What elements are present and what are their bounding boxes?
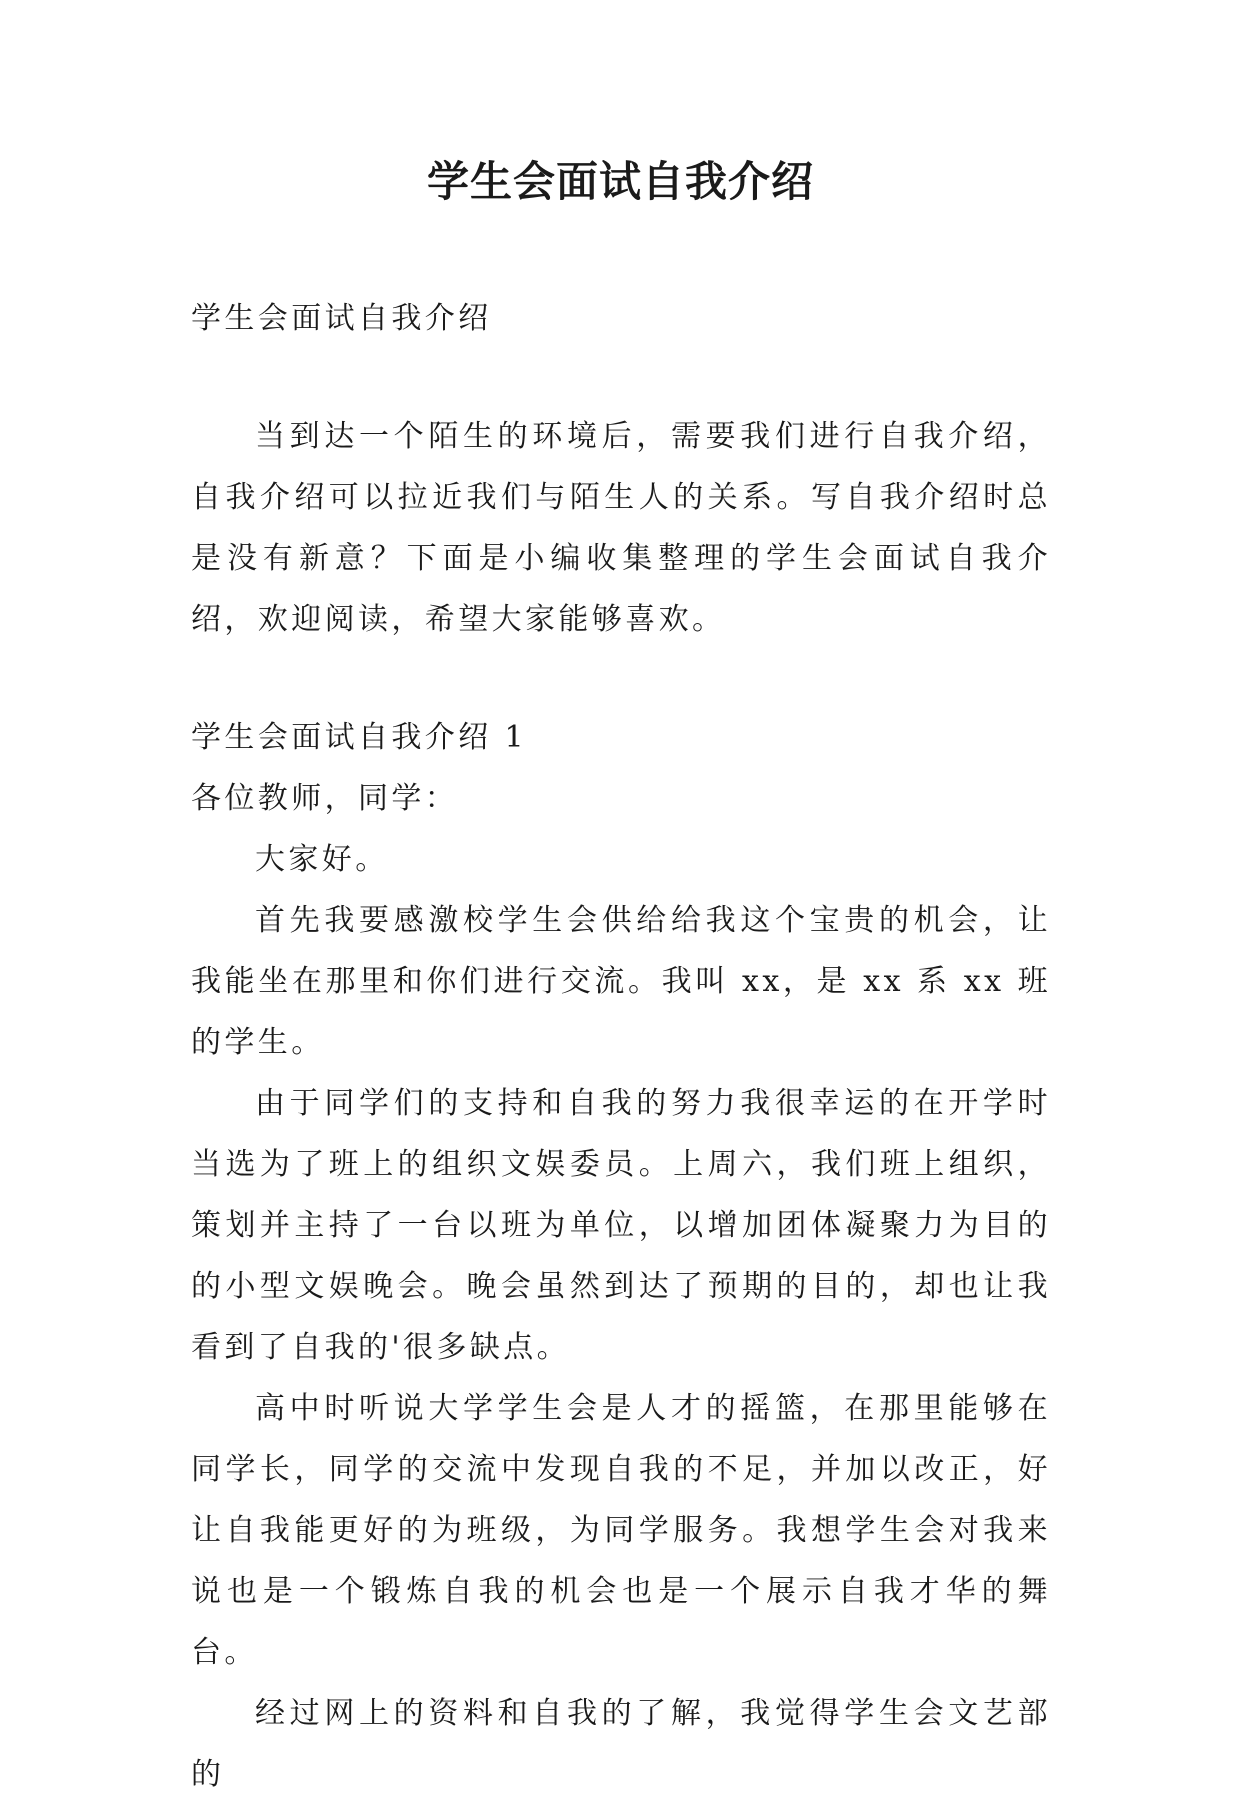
- body-paragraph: 首先我要感激校学生会供给给我这个宝贵的机会，让我能坐在那里和你们进行交流。我叫 xx，是 xx 系 xx 班的学生。: [191, 903, 1051, 1060]
- intro-paragraph: 当到达一个陌生的环境后，需要我们进行自我介绍，自我介绍可以拉近我们与陌生人的关系。写自我介绍时总是没有新意？下面是小编收集整理的学生会面试自我介绍，欢迎阅读，希望大家能够喜欢。: [191, 419, 1051, 637]
- document-body: [191, 288, 1051, 1805]
- body-paragraph: 经过网上的资料和自我的了解，我觉得学生会文艺部的: [191, 1696, 1051, 1792]
- body-paragraph: 高中时听说大学学生会是人才的摇篮，在那里能够在同学长，同学的交流中发现自我的不足，并加以改正，好让自我能更好的为班级，为同学服务。我想学生会对我来说也是一个锻炼自我的机会也是一个展示自我才华的舞台。: [191, 1391, 1051, 1670]
- body-paragraph: 由于同学们的支持和自我的努力我很幸运的在开学时当选为了班上的组织文娱委员。上周六，我们班上组织，策划并主持了一台以班为单位，以增加团体凝聚力为目的的小型文娱晚会。晚会虽然到达了预期的目的，却也让我看到了自我的'很多缺点。: [191, 1086, 1051, 1365]
- salutation: 各位教师，同学：: [191, 781, 459, 816]
- section-heading: 学生会面试自我介绍 1: [191, 720, 528, 755]
- document-title: 学生会面试自我介绍: [426, 157, 814, 206]
- greeting: 大家好。: [255, 842, 389, 877]
- sub-heading: 学生会面试自我介绍: [191, 301, 492, 336]
